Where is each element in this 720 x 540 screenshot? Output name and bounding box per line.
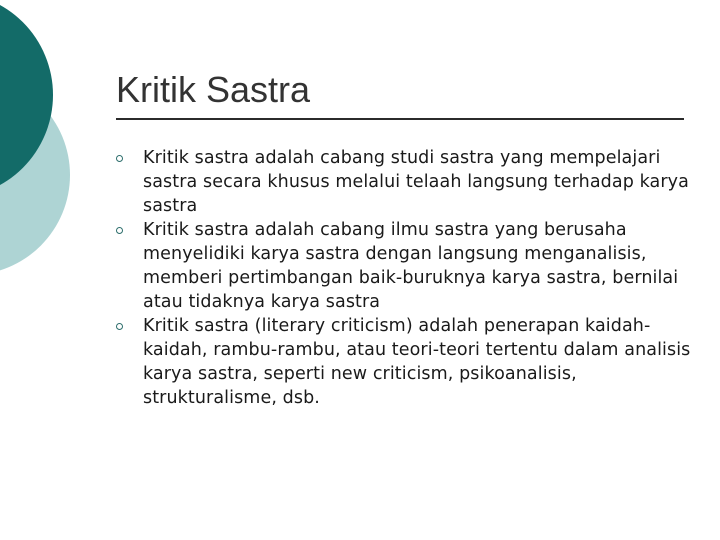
title-divider — [116, 118, 684, 120]
bullet-item — [116, 218, 696, 314]
bullet-item — [116, 314, 696, 410]
decorative-circles — [0, 0, 120, 300]
bullet-text: Kritik sastra adalah cabang studi sastra yang mempelajari sastra secara khusus melalui telaah langsung terhadap karya sastra — [143, 148, 689, 216]
hollow-circle-bullet-icon — [116, 155, 123, 162]
bullet-text: Kritik sastra (literary criticism) adalah penerapan kaidah-kaidah, rambu-rambu, atau teori-teori tertentu dalam analisis karya sastra, seperti new criticism, psikoanalisis, strukturalisme, dsb. — [143, 316, 691, 408]
slide-title: Kritik Sastra — [116, 69, 311, 110]
hollow-circle-bullet-icon — [116, 227, 123, 234]
bullet-list — [116, 146, 696, 410]
bullet-item — [116, 146, 696, 218]
bullet-text: Kritik sastra adalah cabang ilmu sastra yang berusaha menyelidiki karya sastra dengan langsung menganalisis, memberi pertimbangan baik-buruknya karya sastra, bernilai atau tidaknya karya sastra — [143, 220, 679, 312]
hollow-circle-bullet-icon — [116, 323, 123, 330]
